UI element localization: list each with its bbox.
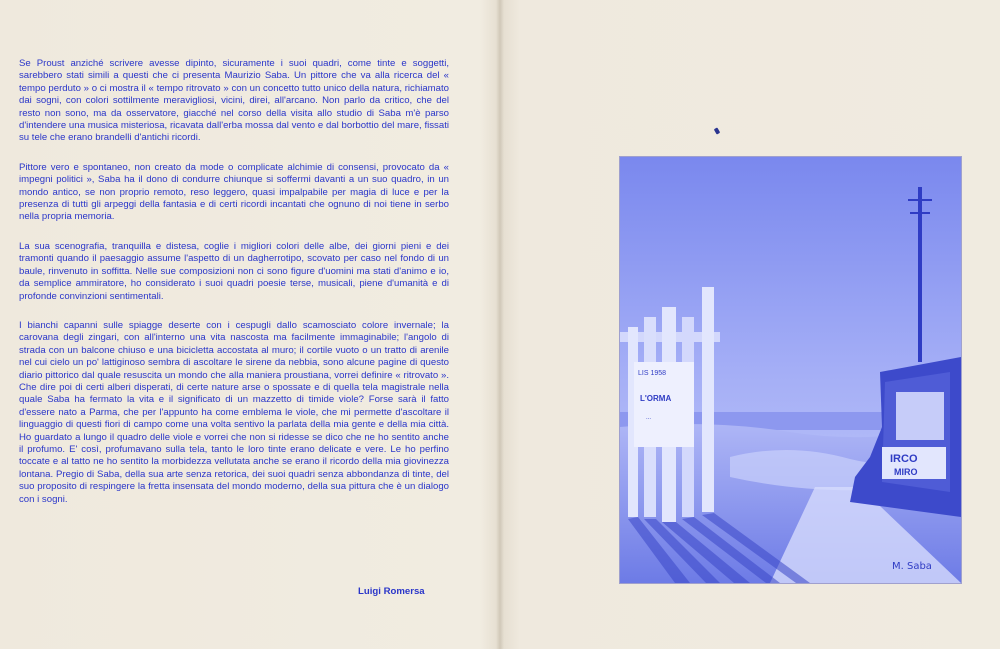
poster-right-line-2: MIRO [894,467,918,477]
painting-reproduction [620,157,961,583]
paragraph-4: I bianchi capanni sulle spiagge deserte con i cespugli dallo scamosciato colore invernale; la carovana degli zingari, con all'interno una vita nascosta ma facilmente immaginabile; l'angolo di strada con un balcone chiuso e una bicicletta accostata al muro; il cortile vuoto o un tratto di arenile nel cui cielo un po' lattiginoso sembra di ascoltare le sirene da nebbia, sono alcune pagine di questo diario pittorico dal quale resuscita un mondo che alla maniera proustiana, vorrei definire « ritrovato ». Che dire poi di certi alberi disperati, di certe nature arse o spossate e di quella tela magistrale nella quale Saba ha fermato la vita e il significato di un mazzetto di timide viole? Forse sarà il fatto d'essere nato a Parma, che per l'appunto ha come emblema le viole, che mi permette d'ascoltare il linguaggio di questi fiori di campo come una volta sentivo la parlata della mia gente e della mia città. Ho guardato a lungo il quadro delle viole e vorrei che non si ridesse se dico che ne ho sentito anche il profumo. E' così, profumavano sulla tela, tanto le loro tinte erano delicate e vere. Le ho perfino toccate e al tatto ne ho sentito la morbidezza vellutata anche se erano il ricordo della mia giovinezza lontana. Pregio di Saba, della sua arte senza retorica, dei suoi quadri senza abbondanza di tinte, del suo proposito di respingere la fretta insensata del mondo moderno, della sua pittura che è un dialogo con i sogni. [19,319,449,505]
paper-speck [714,127,720,134]
poster-right [896,392,944,440]
left-page [0,0,496,649]
poster-left-line-2: L'ORMA [640,394,672,403]
painting-signature: M. Saba [892,561,932,572]
paragraph-2: Pittore vero e spontaneo, non creato da mode o complicate alchimie di consensi, provocato da « impegni politici », Saba ha il dono di condurre chiunque si soffermi davanti a un suo quadro, in un mondo antico, se non proprio remoto, reso leggero, quasi impalpabile per magia di luce e per la presenza di tutti gli arpeggi della fantasia e di certi ricordi incantati che ognuno di noi tiene in serbo nella propria memoria. [19,161,449,223]
paragraph-1: Se Proust anziché scrivere avesse dipinto, sicuramente i suoi quadri, come tinte e soggetti, sarebbero stati simili a questi che ci presenta Maurizio Saba. Un pittore che va alla ricerca del « tempo perduto » o ci mostra il « tempo ritrovato » con un concetto tutto unico della natura, richiamato dai sogni, con colori sottilmente meravigliosi, vicini, direi, all'arcano. Non parlo da critico, che del resto non sono, ma da osservatore, giacché nel corso della visita allo studio di Saba m'è parso d'intendere una musica misteriosa, ricavata dall'erba mossa dal vento e dal borbottio del mare, fissati su tele che erano brandelli d'antichi ricordi. [19,58,449,144]
painting-image [620,157,961,583]
right-page [504,0,1000,649]
paragraph-3: La sua scenografia, tranquilla e distesa, coglie i migliori colori delle albe, dei giorni pieni e dei tramonti quando il paesaggio assume l'aspetto di un dagherrotipo, scovato per caso nel fondo di un baule, rinvenuto in soffitta. Nelle sue composizioni non ci sono figure d'uomini ma stati d'animo e io, da semplice ammiratore, ho considerato i suoi quadri poesie terse, musicali, piene d'umanità e di profonde convinzioni sentimentali. [19,240,449,302]
poster-left-line-1: LIS 1958 [638,370,667,377]
author-signature: Luigi Romersa [358,586,425,597]
poster-left-line-3: ... [646,415,652,421]
poster-right-line-1: IRCO [890,453,918,465]
article-text [19,58,449,523]
page-fold [496,0,504,649]
